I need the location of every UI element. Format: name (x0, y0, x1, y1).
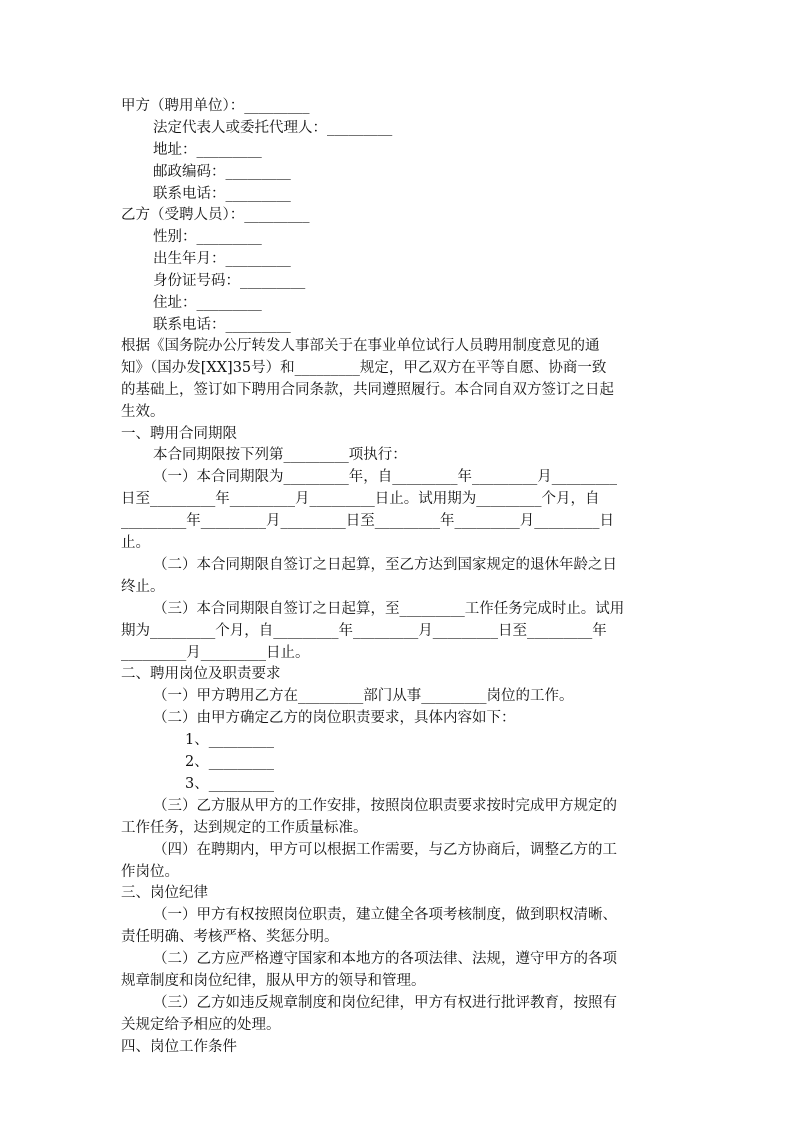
party-a-heading: 甲方（聘用单位）：_________ (121, 98, 310, 114)
party-b-address: 住址：_________ (153, 295, 262, 311)
section-1-item-2: （二）本合同期限自签订之日起算，至乙方达到国家规定的退休年龄之日 (153, 557, 617, 573)
section-2-item-1: （一）甲方聘用乙方在_________部门从事_________岗位的工作。 (153, 688, 574, 704)
preamble-line: 根据《国务院办公厅转发人事部关于在事业单位试行人员聘用制度意见的通 (121, 338, 600, 354)
party-b-id-number: 身份证号码：_________ (153, 273, 306, 289)
section-3-item-3: 关规定给予相应的处理。 (121, 1017, 281, 1033)
section-2-sub-item: 3、_________ (185, 776, 274, 792)
section-2-item-4: 作岗位。 (121, 864, 179, 880)
party-b-birth: 出生年月：_________ (153, 251, 291, 267)
section-1-item-1: （一）本合同期限为_________年，自_________年_________月_________ (153, 469, 617, 485)
section-3-item-1: 责任明确、考核严格、奖惩分明。 (121, 929, 339, 945)
section-3-item-2: （二）乙方应严格遵守国家和本地方的各项法律、法规，遵守甲方的各项 (153, 951, 617, 967)
section-1-item-2: 终止。 (121, 579, 165, 595)
section-3-item-3: （三）乙方如违反规章制度和岗位纪律，甲方有权进行批评教育，按照有 (153, 995, 617, 1011)
section-1-item-1: _________年_________月_________日至_________年_________月_________日 (121, 513, 614, 529)
section-2-item-2: （二）由甲方确定乙方的岗位职责要求，具体内容如下： (153, 710, 516, 726)
section-1-item-3: 期为_________个月，自_________年_________月_________日至_________年 (121, 623, 607, 639)
section-1-item-3: _________月_________日止。 (121, 645, 310, 661)
section-2-sub-item: 2、_________ (185, 754, 274, 770)
party-b-gender: 性别：_________ (153, 229, 262, 245)
section-2-sub-item: 1、_________ (185, 732, 274, 748)
party-a-address: 地址：_________ (153, 142, 262, 158)
section-1-intro: 本合同期限按下列第_________项执行： (153, 447, 407, 463)
section-1-title: 一、聘用合同期限 (121, 426, 237, 442)
preamble-line: 的基础上，签订如下聘用合同条款，共同遵照履行。本合同自双方签订之日起 (121, 382, 614, 398)
section-3-item-1: （一）甲方有权按照岗位职责，建立健全各项考核制度，做到职权清晰、 (153, 907, 617, 923)
party-b-heading: 乙方（受聘人员）：_________ (121, 207, 310, 223)
section-2-item-3: （三）乙方服从甲方的工作安排，按照岗位职责要求按时完成甲方规定的 (153, 798, 617, 814)
party-a-legal-rep: 法定代表人或委托代理人：_________ (153, 120, 393, 136)
preamble-line: 生效。 (121, 404, 165, 420)
party-a-phone: 联系电话：_________ (153, 186, 291, 202)
section-1-item-3: （三）本合同期限自签订之日起算，至_________工作任务完成时止。试用 (153, 601, 625, 617)
party-b-phone: 联系电话：_________ (153, 317, 291, 333)
section-3-title: 三、岗位纪律 (121, 885, 208, 901)
preamble-line: 知》（国办发[XX]35号）和_________规定，甲乙双方在平等自愿、协商一致 (121, 360, 607, 376)
section-2-item-4: （四）在聘期内，甲方可以根据工作需要，与乙方协商后，调整乙方的工 (153, 842, 617, 858)
section-4-title: 四、岗位工作条件 (121, 1039, 237, 1055)
section-2-title: 二、聘用岗位及职责要求 (121, 666, 281, 682)
party-a-postcode: 邮政编码：_________ (153, 164, 291, 180)
section-1-item-1: 止。 (121, 535, 150, 551)
section-1-item-1: 日至_________年_________月_________日止。试用期为_________个月，自 (121, 491, 600, 507)
section-2-item-3: 工作任务，达到规定的工作质量标准。 (121, 820, 368, 836)
section-3-item-2: 规章制度和岗位纪律，服从甲方的领导和管理。 (121, 973, 426, 989)
